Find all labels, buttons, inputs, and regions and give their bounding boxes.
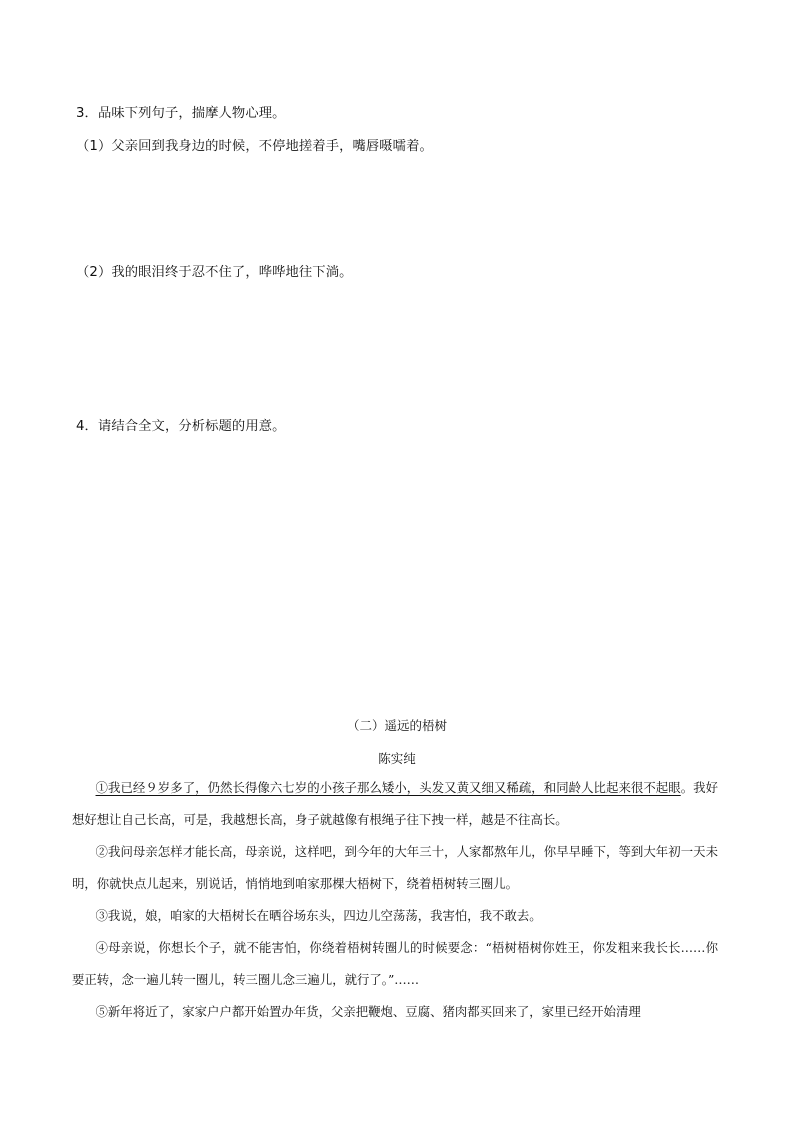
passage-paragraph-2: ②我问母亲怎样才能长高，母亲说，这样吧，到今年的大年三十，人家都熬年儿，你早早睡下，等到大年初一天未明，你就快点儿起来，别说话，悄悄地到咱家那棵大梧树下，绕着梧树转三圈儿。: [72, 844, 718, 891]
passage-paragraph-1: [72, 772, 718, 836]
passage-title: （二）遥远的梧树: [346, 718, 447, 733]
question-4-stem: 4．请结合全文，分析标题的用意。: [76, 419, 286, 434]
passage-paragraph-5: ⑤新年将近了，家家户户都开始置办年货，父亲把鞭炮、豆腐、猪肉都买回来了，家里已经开始清理: [95, 1004, 641, 1019]
passage-paragraph-3: ③我说，娘，咱家的大梧树长在晒谷场东头，四边儿空荡荡，我害怕，我不敢去。: [95, 908, 542, 923]
question-3-stem: 3．品味下列句子，揣摩人物心理。: [76, 106, 286, 121]
question-3-item-2: （2）我的眼泪终于忍不住了，哗哗地往下淌。: [76, 265, 353, 280]
paragraph-1-rest: 。我好想好想让自己长高，可是，我越想长高，身子就越像有根绳子往下拽一样，越是不往高长。: [72, 780, 719, 827]
passage-paragraph-4: ④母亲说，你想长个子，就不能害怕，你绕着梧树转圈儿的时候要念：“梧树梧树你姓王，你发粗来我长长……你要正转，念一遍儿转一圈儿，转三圈儿念三遍儿，就行了。”……: [72, 940, 718, 987]
question-3-item-1: （1）父亲回到我身边的时候，不停地搓着手，嘴唇嗫嚅着。: [76, 139, 433, 154]
passage-author: 陈实纯: [378, 751, 416, 766]
underlined-sentence: ①我已经９岁多了，仍然长得像六七岁的小孩子那么矮小，头发又黄又细又稀疏，和同龄人比起来很不起眼: [95, 780, 681, 795]
